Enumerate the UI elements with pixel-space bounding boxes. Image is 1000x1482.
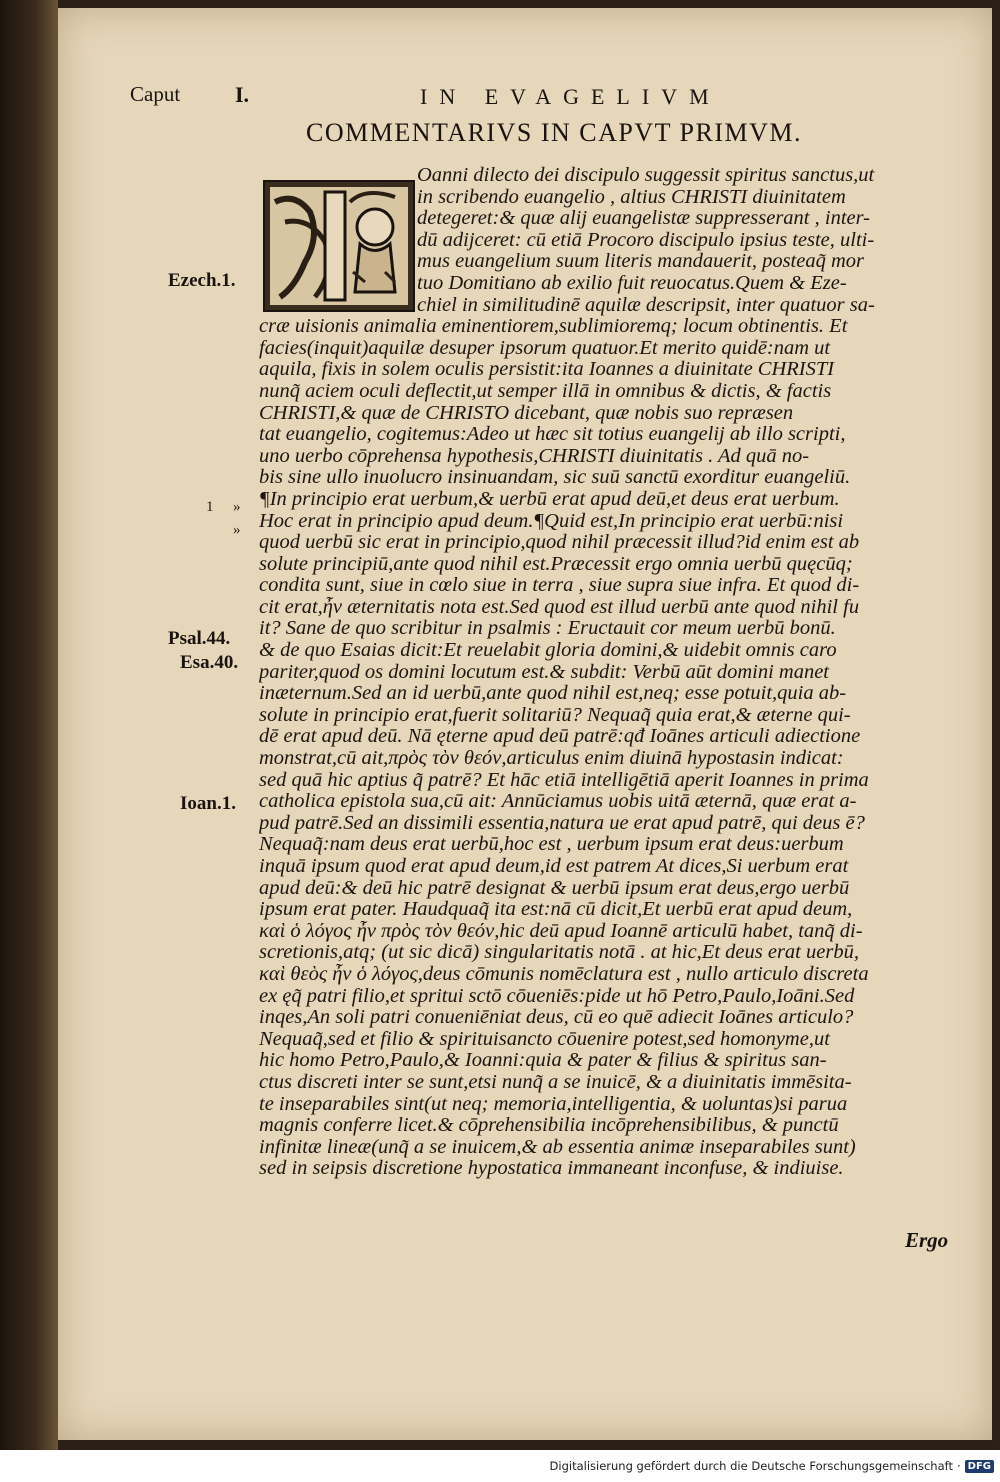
text-line: καὶ θεὸς ἦν ὁ λόγος,deus cōmunis nomēclatura est , nullo articulo discreta (259, 963, 869, 985)
text-line: chiel in similitudinē aquilæ descripsit, inter quatuor sa- (417, 294, 875, 316)
text-line: uno uerbo cōprehensa hypothesis,CHRISTI diuinitatis . Ad quā no- (259, 445, 810, 467)
text-line: sed quā hic aptius q̃ patrē? Et hāc etiā intelligētiā aperit Ioannes in prima (259, 769, 869, 791)
text-line: inqes,An soli patri conueniēniat deus, cū eo quē adiecit Ioānes articulo? (259, 1007, 854, 1029)
text-line: καὶ ὁ λόγος ἦν πρὸς τὸν θεόν,hic deū apud Ioannē articulū habet, tanq̃ di- (259, 920, 863, 942)
text-line: ex ęq̃ patri filio,et spritui sctō cōueniēs:pide ut hō Petro,Paulo,Ioāni.Sed (259, 985, 855, 1007)
text-line: infinitæ lineæ(unq̃ a se inuicem,& ab essentia animæ inseparabiles sunt) (259, 1136, 856, 1158)
text-line: scretionis,atq; (ut sic dicā) singularitatis notā . at hic,Et deus erat uerbū, (259, 942, 859, 964)
text-line: magnis conferre licet.& cōprehensibilia incōprehensibilibus, & punctū (259, 1115, 839, 1137)
text-line: bis sine ullo inuolucro insinuandam, sic suū sanctū exorditur euangeliū. (259, 467, 851, 489)
text-line: Nequaq̃:nam deus erat uerbū,hoc est , uerbum ipsum erat deus:uerbum (259, 834, 844, 856)
text-line (259, 1223, 977, 1245)
text-line: tuo Domitiano ab exilio fuit reuocatus.Quem & Eze- (417, 272, 847, 294)
text-line: dē erat apud deū. Nā ęterne apud deū patrē:qđ Ioānes articuli adiectione (259, 726, 861, 748)
text-line: pariter,quod os domini locutum est.& subdit: Verbū aūt domini manet (259, 661, 829, 683)
dfg-logo-icon: DFG (965, 1460, 994, 1473)
margin-note-ioan: Ioan.1. (180, 793, 236, 814)
text-line: condita sunt, siue in cœlo siue in terra , siue supra siue infra. Et quod di- (259, 575, 860, 597)
text-line: sed in seipsis discretione hypostatica immaneant inconfuse, & indiuise. (259, 1158, 844, 1180)
text-line: tat euangelio, cogitemus:Adeo ut hæc sit totius euangelij ab illo scripti, (259, 424, 846, 446)
text-line: Hoc erat in principio apud deum.¶Quid est,In principio erat uerbū:nisi (259, 510, 844, 532)
text-line: solute in principio erat,fuerit solitariū? Nequaq̃ quia erat,& æterne qui- (259, 704, 851, 726)
text-line: quod uerbū sic erat in principio,quod nihil præcessit illud?id enim est ab (259, 532, 860, 554)
running-head (130, 82, 930, 122)
text-line: detegeret:& quæ alij euangelistæ suppresserant , inter- (417, 208, 871, 230)
text-line: pud patrē.Sed an dissimili essentia,natura ue erat apud patrē, qui deus ē? (259, 812, 865, 834)
caput-number: I. (235, 82, 250, 107)
text-line: ctus discreti inter se sunt,etsi nunq̃ a se inuicē, & a diuinitatis immēsita- (259, 1071, 852, 1093)
text-line: & de quo Esaias dicit:Et reuelabit gloria domini,& uidebit omnis caro (259, 640, 837, 662)
text-line: dū adijceret: cū etiā Procoro discipulo ipsius teste, ulti- (417, 229, 875, 251)
text-line: cræ uisionis animalia eminentiorem,sublimioremq; locum obtinentis. Et (259, 316, 848, 338)
text-line: Oanni dilecto dei discipulo suggessit spiritus sanctus,ut (417, 165, 875, 186)
text-line: in scribendo euangelio , altius CHRISTI diuinitatem (417, 186, 846, 208)
text-line (259, 1288, 977, 1310)
text-line: solute principiū,ante quod nihil est.Præcessit ergo omnia uerbū quęcūq; (259, 553, 853, 575)
text-line: ¶In principio erat uerbum,& uerbū erat apud deū,et deus erat uerbum. (259, 488, 840, 510)
body-text (259, 165, 977, 1309)
text-line: facies(inquit)aquilæ desuper ipsorum quatuor.Et merito quidē:nam ut (259, 337, 831, 359)
text-line: ipsum erat pater. Haudquaq̃ ita est:nā cū dicit,Et uerbū erat apud deum, (259, 899, 853, 921)
text-line (259, 1266, 977, 1288)
digitization-footer: Digitalisierung gefördert durch die Deutsche Forschungsgemeinschaft · DFG (550, 1457, 994, 1475)
book-title: IN EVAGELIVM (420, 84, 721, 109)
text-line: CHRISTI,& quæ de CHRISTO dicebant, quæ nobis suo repræsen (259, 402, 794, 424)
text-line: catholica epistola sua,cū ait: Annūciamus uobis uitā æternā, quæ erat a- (259, 791, 857, 813)
text-line: nunq̃ aciem oculi deflectit,ut semper illā in omnibus & dictis, & factis (259, 380, 832, 402)
text-line: monstrat,cū ait,πρὸς τὸν θεόν,articulus enim diuinā hypostasin indicat: (259, 748, 844, 770)
text-line: hic homo Petro,Paulo,& Ioanni:quia & pater & filius & spiritus san- (259, 1050, 827, 1072)
text-line (259, 1202, 977, 1224)
text-line (259, 1180, 977, 1202)
text-line: aquila, fixis in solem oculis persistit:ita Ioannes a diuinitate CHRISTI (259, 359, 835, 381)
page-right-edge (992, 0, 1000, 1450)
text-line: te inseparabiles sint(ut neq; memoria,intelligentia, & uoluntas)si parua (259, 1093, 848, 1115)
margin-note-ezech: Ezech.1. (168, 270, 236, 291)
catchword: Ergo (905, 1228, 949, 1252)
text-line: cit erat,ἦν æternitatis nota est.Sed quod est illud uerbū ante quod nihil fu (259, 596, 860, 618)
text-line: inquā ipsum quod erat apud deum,id est patrem At dices,Si uerbum erat (259, 856, 849, 877)
verse-number: 1 (206, 499, 214, 515)
caput-label: Caput (130, 82, 181, 106)
footer-text: Digitalisierung gefördert durch die Deutsche Forschungsgemeinschaft (549, 1459, 953, 1473)
section-title: COMMENTARIVS IN CAPVT PRIMVM. (306, 118, 802, 147)
margin-note-esa: Esa.40. (180, 652, 239, 673)
verse-marker: » (233, 522, 241, 538)
text-line (259, 1245, 977, 1267)
text-line: Nequaq̃,sed et filio & spirituisancto cōuenire potest,sed homonyme,ut (259, 1028, 830, 1050)
verse-marker: » (233, 499, 241, 515)
margin-note-psal: Psal.44. (168, 628, 231, 649)
text-line: inæternum.Sed an id uerbū,ante quod nihil est,neq; esse potuit,quia ab- (259, 683, 847, 705)
text-line: apud deū:& deū hic patrē designat & uerbū ipsum erat deus,ergo uerbū (259, 877, 850, 899)
book-binding-edge (0, 0, 58, 1450)
text-line: mus euangelium suum literis mandauerit, posteaq̃ mor (417, 251, 864, 273)
text-line: it? Sane de quo scribitur in psalmis : Eructauit cor meum uerbū bonū. (259, 618, 836, 640)
